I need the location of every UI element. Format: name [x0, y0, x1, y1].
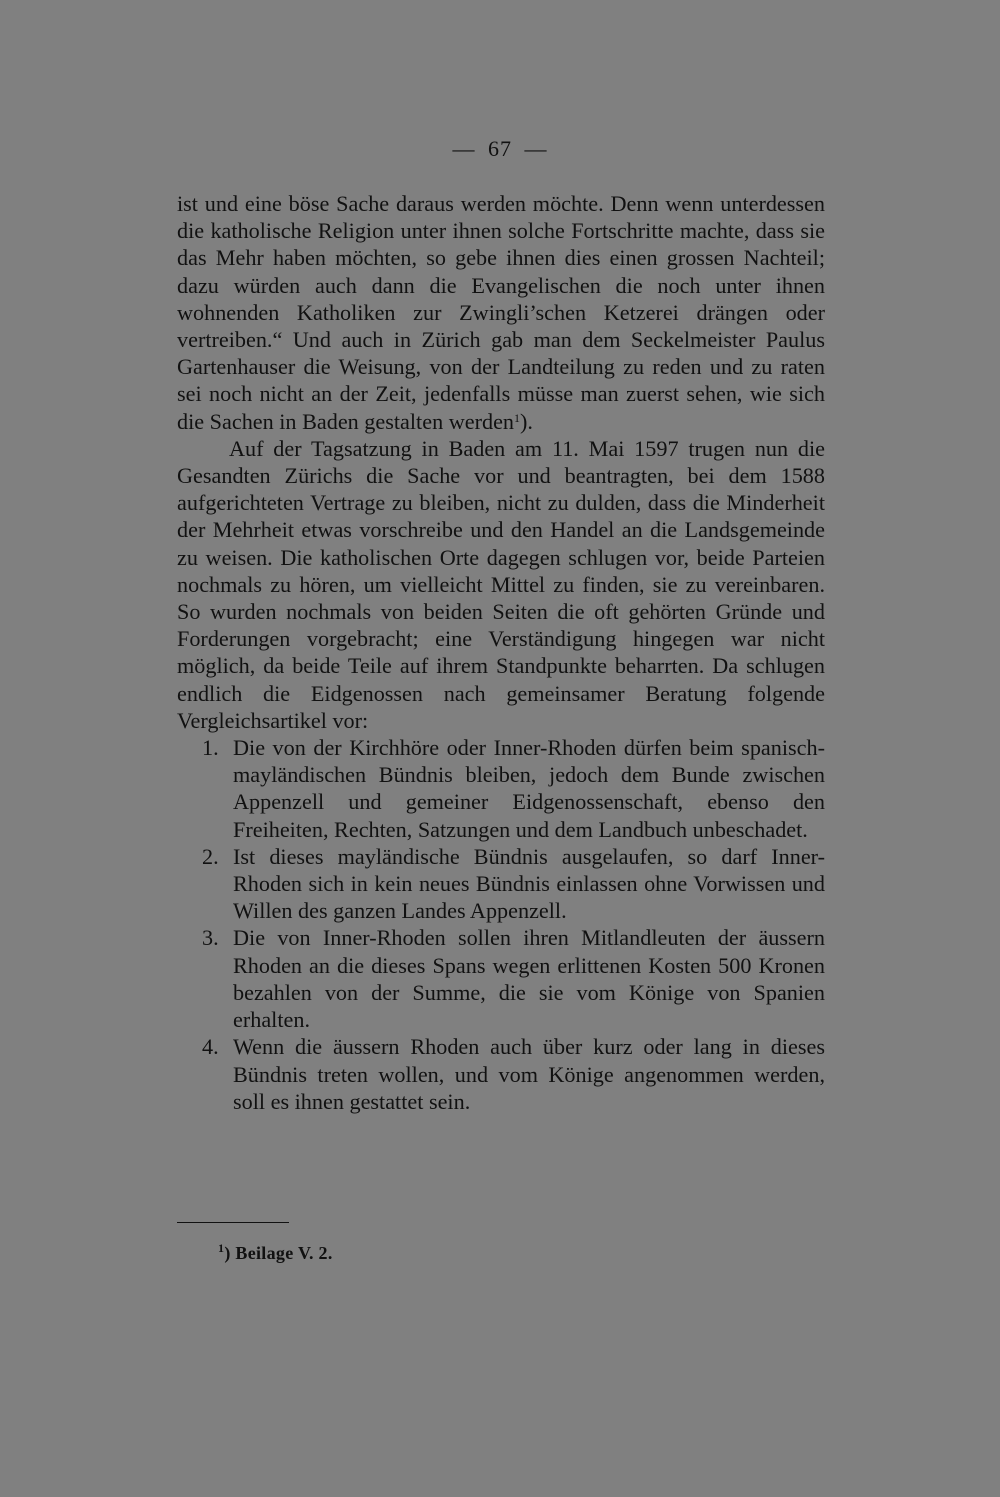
article-number: 1.	[202, 735, 219, 761]
article-number: 3.	[202, 925, 219, 951]
list-item	[177, 734, 825, 843]
list-item	[177, 1033, 825, 1115]
list-item	[177, 924, 825, 1033]
paragraph-tagsatzung: Auf der Tagsatzung in Baden am 11. Mai 1597 trugen nun die Gesandten Zürichs die Sache vor und beantragten, bei dem 1588 aufgerichteten Vertrage zu bleiben, nicht zu dulden, dass die Minderheit der Mehrheit etwas vorschreibe und den Handel an die Landsgemeinde zu weisen. Die katholischen Orte dagegen schlugen vor, beide Parteien nochmals zu hören, um vielleicht Mittel zu finden, sie zu vereinbaren. So wurden nochmals von beiden Seiten die oft gehörten Gründe und Forderungen vorgebracht; eine Verständigung hingegen war nicht möglich, da beide Teile auf ihrem Standpunkte beharrten. Da schlugen endlich die Eidgenossen nach gemeinsamer Beratung folgende Vergleichsartikel vor:	[177, 435, 825, 733]
footnote	[218, 1243, 333, 1264]
article-text: Die von Inner-Rhoden sollen ihren Mitlandleuten der äussern Rhoden an die dieses Spans wegen erlittenen Kosten 500 Kronen bezahlen von der Summe, die sie vom Könige von Spanien erhalten.	[233, 925, 825, 1033]
footnote-text: Beilage V. 2.	[230, 1243, 333, 1263]
article-text: Wenn die äussern Rhoden auch über kurz oder lang in dieses Bündnis treten wollen, und vom Könige angenommen werden, soll es ihnen gestattet sein.	[233, 1034, 825, 1114]
page-number: — 67 —	[452, 136, 548, 161]
main-text	[177, 190, 825, 1115]
paragraph-1-text: ist und eine böse Sache daraus werden möchte. Denn wenn unterdessen die katholische Religion unter ihnen solche Fortschritte machte, dass sie das Mehr haben möchten, so gebe ihnen dies einen grossen Nachteil; dazu würden auch dann die Evangelischen die noch unter ihnen wohnenden Katholiken zur Zwingli’schen Ketzerei drängen oder vertreiben.“ Und auch in Zürich gab man dem Seckelmeister Paulus Gartenhauser die Weisung, von der Landteilung zu reden und zu raten sei noch nicht an der Zeit, jedenfalls müsse man zuerst sehen, wie sich die Sachen in Baden gestalten werden	[177, 191, 825, 434]
article-number: 2.	[202, 843, 219, 869]
article-list	[177, 734, 825, 1115]
footnote-divider	[177, 1222, 289, 1223]
article-number: 4.	[202, 1034, 219, 1060]
paragraph-1-end: ).	[520, 408, 533, 434]
paragraph-continuation	[177, 190, 825, 435]
list-item	[177, 843, 825, 925]
footnote-paren: )	[224, 1243, 231, 1263]
footnote-marker: 1	[218, 1241, 225, 1255]
article-text: Ist dieses mayländische Bündnis ausgelaufen, so darf Inner-Rhoden sich in kein neues Bündnis einlassen ohne Vorwissen und Willen des ganzen Landes Appenzell.	[233, 843, 825, 924]
article-text: Die von der Kirchhöre oder Inner-Rhoden dürfen beim spanisch-mayländischen Bündnis bleiben, jedoch dem Bunde zwischen Appenzell und gemeiner Eidgenossenschaft, ebenso den Freiheiten, Rechten, Satzungen und dem Landbuch unbeschadet.	[233, 735, 825, 842]
footnote-reference: 1	[514, 410, 521, 425]
